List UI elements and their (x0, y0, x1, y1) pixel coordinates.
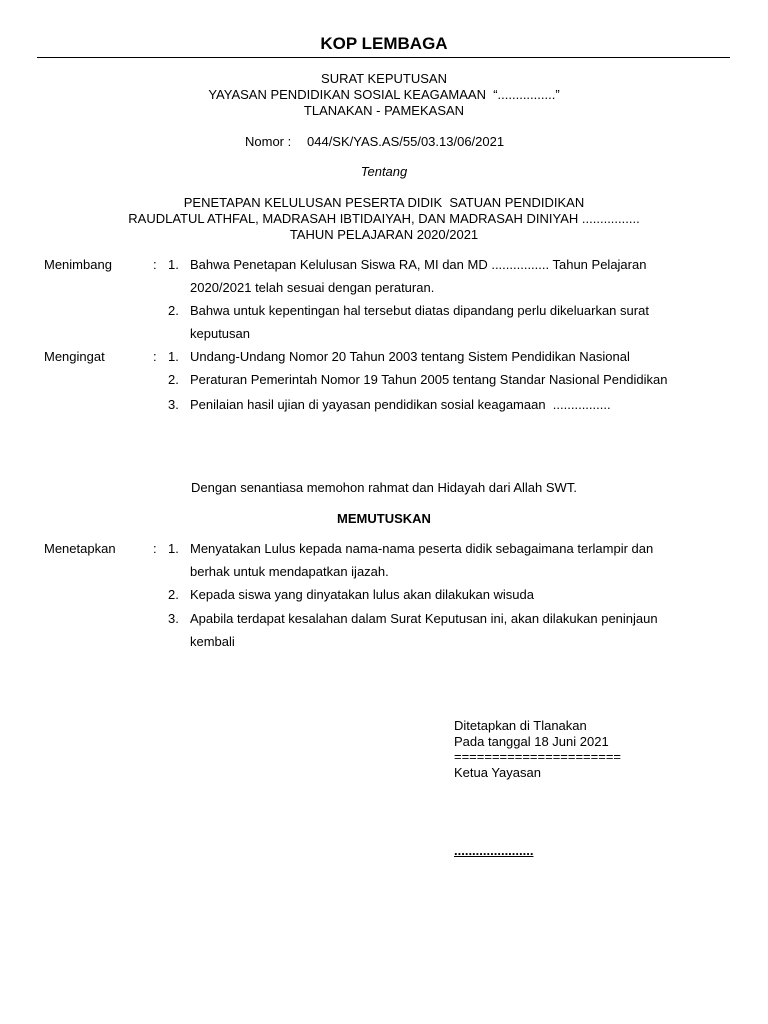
title-surat-keputusan: SURAT KEPUTUSAN (321, 71, 447, 86)
signature-place: Ditetapkan di Tlanakan (454, 718, 587, 733)
menimbang-label: Menimbang (44, 257, 112, 272)
title-yayasan: YAYASAN PENDIDIKAN SOSIAL KEAGAMAAN “................” (208, 87, 560, 102)
menimbang-colon: : (153, 257, 157, 272)
subject-line-2: RAUDLATUL ATHFAL, MADRASAH IBTIDAIYAH, DAN MADRASAH DINIYAH ................ (128, 211, 640, 226)
menetapkan-item-1-line-1: Menyatakan Lulus kepada nama-nama peserta didik sebagaimana terlampir dan (190, 541, 654, 556)
menetapkan-item-3-line-2: kembali (190, 634, 235, 649)
menetapkan-item-1-num: 1. (168, 541, 179, 556)
subject-line-3: TAHUN PELAJARAN 2020/2021 (289, 227, 479, 242)
menetapkan-item-2-num: 2. (168, 587, 179, 602)
doa-statement: Dengan senantiasa memohon rahmat dan Hidayah dari Allah SWT. (191, 480, 577, 495)
header-divider (37, 57, 730, 58)
mengingat-label: Mengingat (44, 349, 105, 364)
title-location: TLANAKAN - PAMEKASAN (303, 103, 465, 118)
mengingat-item-2-num: 2. (168, 372, 179, 387)
menimbang-item-2-line-1: Bahwa untuk kepentingan hal tersebut diatas dipandang perlu dikeluarkan surat (190, 303, 649, 318)
mengingat-item-1-text: Undang-Undang Nomor 20 Tahun 2003 tentang Sistem Pendidikan Nasional (190, 349, 630, 364)
tentang-label: Tentang (360, 164, 408, 179)
menetapkan-colon: : (153, 541, 157, 556)
menimbang-item-1-num: 1. (168, 257, 179, 272)
mengingat-item-3-text: Penilaian hasil ujian di yayasan pendidikan sosial keagamaan ................ (190, 397, 611, 412)
signature-separator: ====================== (454, 749, 622, 764)
signature-date: Pada tanggal 18 Juni 2021 (454, 734, 609, 749)
menetapkan-item-2-line-1: Kepada siswa yang dinyatakan lulus akan dilakukan wisuda (190, 587, 534, 602)
mengingat-colon: : (153, 349, 157, 364)
menimbang-item-1-line-2: 2020/2021 telah sesuai dengan peraturan. (190, 280, 435, 295)
signature-role: Ketua Yayasan (454, 765, 541, 780)
menetapkan-item-3-line-1: Apabila terdapat kesalahan dalam Surat Keputusan ini, akan dilakukan peninjaun (190, 611, 658, 626)
kop-lembaga-heading: KOP LEMBAGA (320, 34, 448, 53)
menetapkan-item-3-num: 3. (168, 611, 179, 626)
nomor-value: 044/SK/YAS.AS/55/03.13/06/2021 (307, 134, 505, 149)
nomor-label: Nomor : (245, 134, 292, 149)
mengingat-item-1-num: 1. (168, 349, 179, 364)
mengingat-item-3-num: 3. (168, 397, 179, 412)
menimbang-item-1-line-1: Bahwa Penetapan Kelulusan Siswa RA, MI dan MD ................ Tahun Pelajaran (190, 257, 647, 272)
menetapkan-item-1-line-2: berhak untuk mendapatkan ijazah. (190, 564, 389, 579)
mengingat-item-2-text: Peraturan Pemerintah Nomor 19 Tahun 2005 tentang Standar Nasional Pendidikan (190, 372, 668, 387)
menetapkan-label: Menetapkan (44, 541, 116, 556)
signature-name: ...................... (454, 843, 534, 858)
menimbang-item-2-line-2: keputusan (190, 326, 250, 341)
subject-line-1: PENETAPAN KELULUSAN PESERTA DIDIK SATUAN PENDIDIKAN (183, 195, 585, 210)
menimbang-item-2-num: 2. (168, 303, 179, 318)
memutuskan-heading: MEMUTUSKAN (337, 511, 431, 526)
